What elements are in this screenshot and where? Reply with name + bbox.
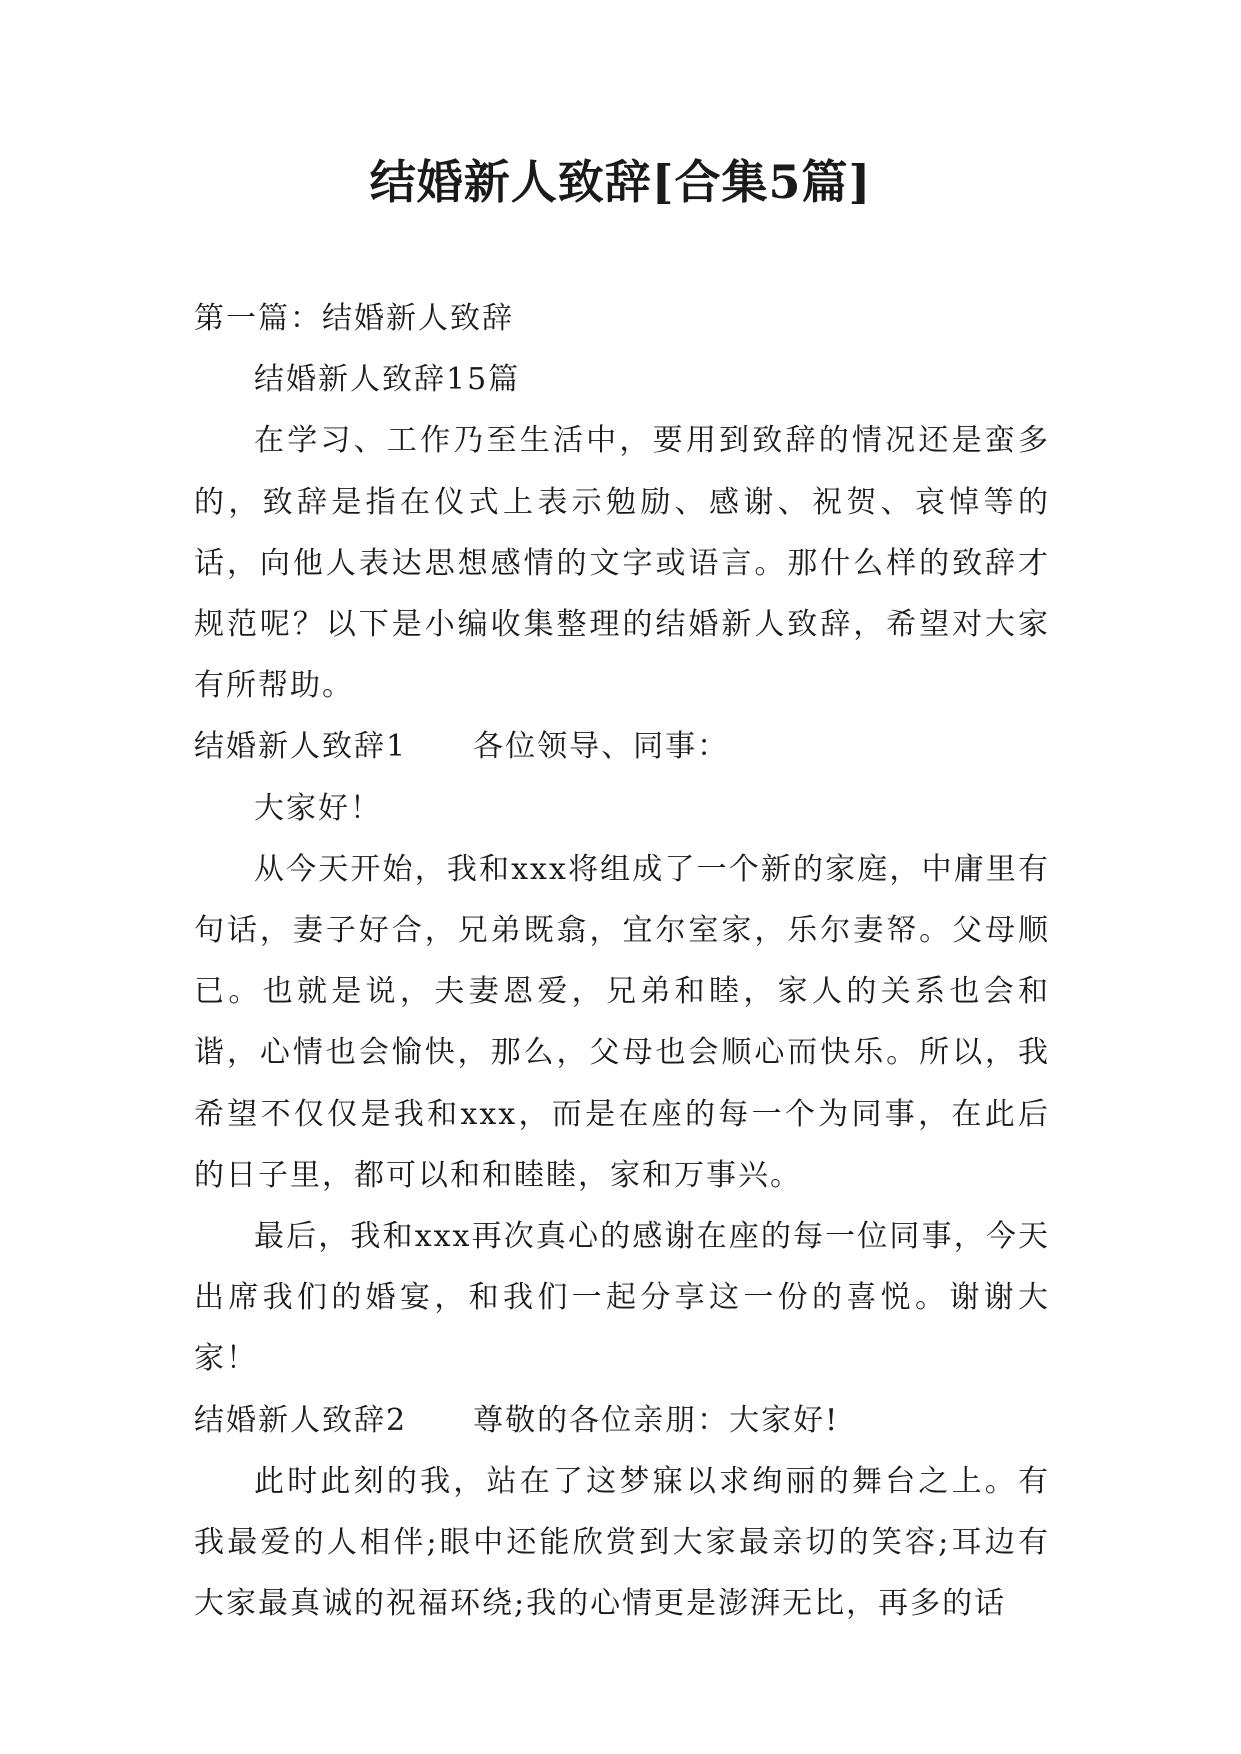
speech-2-header [194, 1390, 1050, 1451]
speech-2-paragraph: 此时此刻的我，站在了这梦寐以求绚丽的舞台之上。有我最爱的人相伴;眼中还能欣赏到大家最亲切的笑容;耳边有大家最真诚的祝福环绕;我的心情更是澎湃无比，再多的话 [194, 1463, 1050, 1622]
document-title: 结婚新人致辞[合集5篇] [369, 155, 872, 209]
speech-1-label: 结婚新人致辞1 [194, 729, 408, 765]
speech-1-header [194, 716, 1050, 777]
section-subtitle: 结婚新人致辞15篇 [254, 362, 521, 398]
speech-1-salutation: 各位领导、同事： [473, 729, 730, 765]
section-heading: 第一篇：结婚新人致辞 [194, 301, 514, 336]
speech-2-salutation: 尊敬的各位亲朋：大家好! [473, 1402, 840, 1438]
speech-1-paragraph: 从今天开始，我和xxx将组成了一个新的家庭，中庸里有句话，妻子好合，兄弟既翕，宜尔室家，乐尔妻帑。父母顺已。也就是说，夫妻恩爱，兄弟和睦，家人的关系也会和谐，心情也会愉快，那么，父母也会顺心而快乐。所以，我希望不仅仅是我和xxx，而是在座的每一个为同事，在此后的日子里，都可以和和睦睦，家和万事兴。 [194, 851, 1050, 1193]
speech-1-greeting: 大家好！ [254, 790, 382, 826]
document-body [194, 288, 1050, 1634]
intro-paragraph: 在学习、工作乃至生活中，要用到致辞的情况还是蛮多的，致辞是指在仪式上表示勉励、感谢、祝贺、哀悼等的话，向他人表达思想感情的文字或语言。那什么样的致辞才规范呢？以下是小编收集整理的结婚新人致辞，希望对大家有所帮助。 [194, 423, 1050, 704]
speech-2-label: 结婚新人致辞2 [194, 1402, 408, 1438]
speech-1-closing-paragraph: 最后，我和xxx再次真心的感谢在座的每一位同事，今天出席我们的婚宴，和我们一起分享这一份的喜悦。谢谢大家！ [194, 1219, 1050, 1377]
